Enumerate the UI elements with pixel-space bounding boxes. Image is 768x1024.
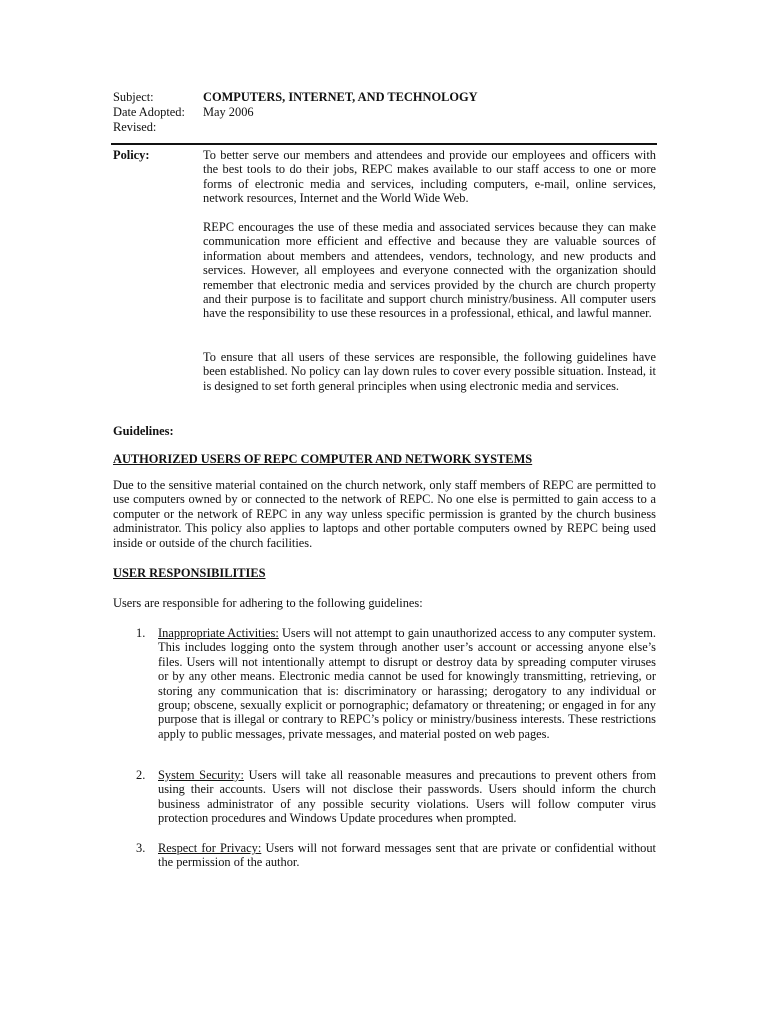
list-text xyxy=(158,841,656,870)
item-body: Users will take all reasonable measures and precautions to prevent others from using their accounts. Users will not disclose their passwords. Users should inform the church business administrator of any possible security violations. Users will follow computer virus protection procedures and Windows Update procedures when prompted. xyxy=(158,768,656,826)
policy-paragraph-3: To ensure that all users of these services are responsible, the following guidelines have been established. No policy can lay down rules to cover every possible situation. Instead, it is designed to set forth general principles when using electronic media and services. xyxy=(203,350,656,393)
item-title: System Security: xyxy=(158,768,244,782)
authorized-users-paragraph: Due to the sensitive material contained on the church network, only staff members of REPC are permitted to use computers owned by or connected to the network of REPC. No one else is permitted to gain access to a computer or the network of REPC in any way unless specific permission is granted by the church business administrator. This policy also applies to laptops and other portable computers owned by REPC being used inside or outside of the church facilities. xyxy=(113,478,656,550)
date-adopted-label: Date Adopted: xyxy=(113,105,185,119)
guidelines-label: Guidelines: xyxy=(113,424,174,438)
item-body: Users will not forward messages sent that are private or confidential without the permission of the author. xyxy=(158,841,656,870)
header-divider xyxy=(111,143,657,145)
list-number: 1. xyxy=(136,626,146,640)
list-number: 3. xyxy=(136,841,146,855)
user-responsibilities-heading: USER RESPONSIBILITIES xyxy=(113,566,266,580)
authorized-users-heading: AUTHORIZED USERS OF REPC COMPUTER AND NETWORK SYSTEMS xyxy=(113,452,533,466)
item-title: Respect for Privacy: xyxy=(158,841,262,855)
item-body: Users will not attempt to gain unauthorized access to any computer system. This includes logging onto the system through another user’s account or accessing anyone else’s files. Users will not intentionally attempt to disrupt or destroy data by spreading computer viruses or by any other means. Electronic media cannot be used for knowingly transmitting, retrieving, or storing any communication that is: discriminatory or harassing; derogatory to any individual or group; obscene, sexually explicit or pornographic; defamatory or threatening; or engaged in for any purpose that is illegal or contrary to REPC’s policy or ministry/business interests. These restrictions apply to public messages, private messages, and material posted on web pages. xyxy=(158,626,656,741)
date-adopted-value: May 2006 xyxy=(203,105,254,119)
list-text xyxy=(158,768,656,826)
user-responsibilities-intro: Users are responsible for adhering to the following guidelines: xyxy=(113,596,423,610)
item-title: Inappropriate Activities: xyxy=(158,626,279,640)
policy-label: Policy: xyxy=(113,148,150,162)
list-number: 2. xyxy=(136,768,146,782)
policy-paragraph-2: REPC encourages the use of these media and associated services because they can make communication more efficient and effective and because they are valuable sources of information about members and attendees, vendors, technology, and new products and services. However, all employees and everyone connected with the organization should remember that electronic media and services provided by the church are church property and their purpose is to facilitate and support church ministry/business. All computer users have the responsibility to use these resources in a professional, ethical, and lawful manner. xyxy=(203,220,656,321)
subject-value: COMPUTERS, INTERNET, AND TECHNOLOGY xyxy=(203,90,478,104)
list-text xyxy=(158,626,656,741)
revised-label: Revised: xyxy=(113,120,157,134)
subject-label: Subject: xyxy=(113,90,154,104)
policy-paragraph-1: To better serve our members and attendees and provide our employees and officers with the best tools to do their jobs, REPC makes available to our staff access to one or more forms of electronic media and services, including computers, e-mail, online services, network resources, Internet and the World Wide Web. xyxy=(203,148,656,206)
